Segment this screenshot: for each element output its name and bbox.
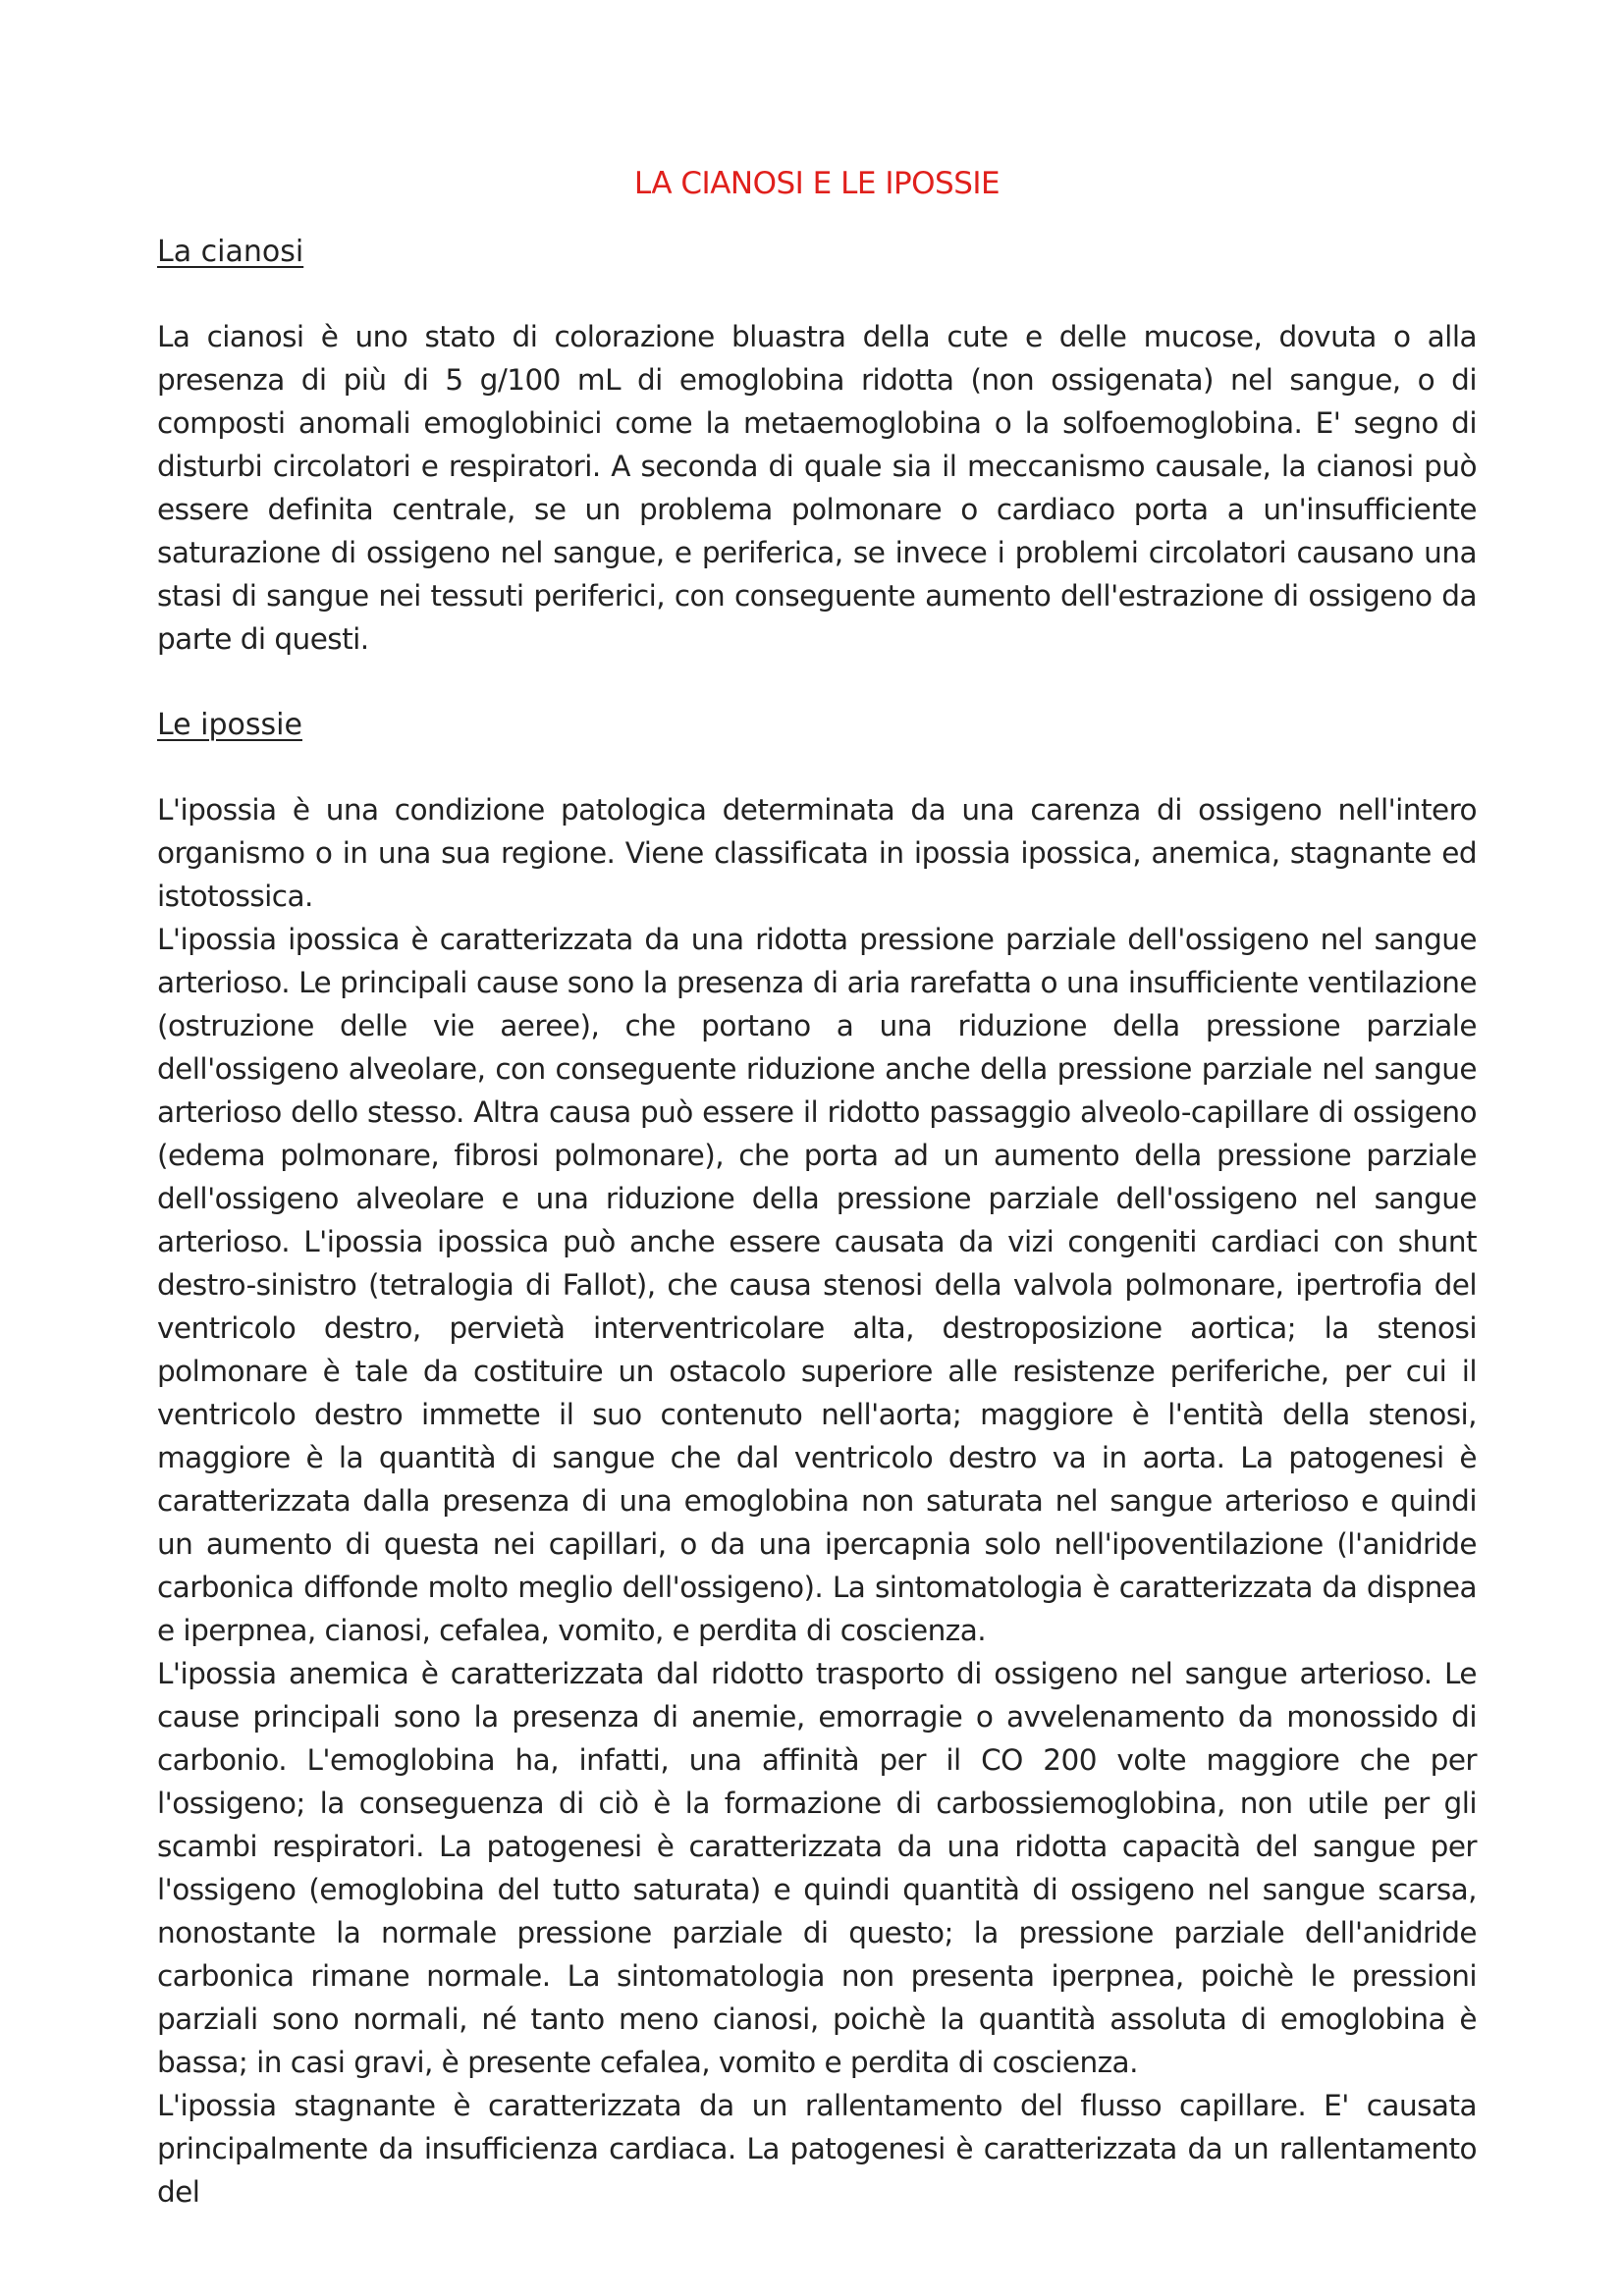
paragraph-ipossia-stagnante: L'ipossia stagnante è caratterizzata da un rallentamento del flusso capillare. E' causata principalmente da insufficienza cardiaca. La patogenesi è caratterizzata da un rallentamento del xyxy=(157,2089,1477,2209)
document-page xyxy=(157,147,1477,2214)
paragraph-ipossia-intro: L'ipossia è una condizione patologica determinata da una carenza di ossigeno nell'intero organismo o in una sua regione. Viene classificata in ipossia ipossica, anemica, stagnante ed istotossica. xyxy=(157,793,1477,913)
section-heading-ipossie: Le ipossie xyxy=(157,708,302,742)
section-heading-cianosi: La cianosi xyxy=(157,235,304,269)
paragraph-ipossia-ipossica: L'ipossia ipossica è caratterizzata da una ridotta pressione parziale dell'ossigeno nel sangue arterioso. Le principali cause sono la presenza di aria rarefatta o una insufficiente ventilazione (ostruzione delle vie aeree), che portano a una riduzione della pressione parziale dell'ossigeno alveolare, con conseguente riduzione anche della pressione parziale nel sangue arterioso dello stesso. Altra causa può essere il ridotto passaggio alveolo-capillare di ossigeno (edema polmonare, fibrosi polmonare), che porta ad un aumento della pressione parziale dell'ossigeno alveolare e una riduzione della pressione parziale dell'ossigeno nel sangue arterioso. L'ipossia ipossica può anche essere causata da vizi congeniti cardiaci con shunt destro-sinistro (tetralogia di Fallot), che causa stenosi della valvola polmonare, ipertrofia del ventricolo destro, pervietà interventricolare alta, destroposizione aortica; la stenosi polmonare è tale da costituire un ostacolo superiore alle resistenze periferiche, per cui il ventricolo destro immette il suo contenuto nell'aorta; maggiore è l'entità della stenosi, maggiore è la quantità di sangue che dal ventricolo destro va in aorta. La patogenesi è caratterizzata dalla presenza di una emoglobina non saturata nel sangue arterioso e quindi un aumento di questa nei capillari, o da una ipercapnia solo nell'ipoventilazione (l'anidride carbonica diffonde molto meglio dell'ossigeno). La sintomatologia è caratterizzata da dispnea e iperpnea, cianosi, cefalea, vomito, e perdita di coscienza. xyxy=(157,923,1477,1647)
paragraph-cianosi-definition: La cianosi è uno stato di colorazione bluastra della cute e delle mucose, dovuta o alla presenza di più di 5 g/100 mL di emoglobina ridotta (non ossigenata) nel sangue, o di composti anomali emoglobinici come la metaemoglobina o la solfoemoglobina. E' segno di disturbi circolatori e respiratori. A seconda di quale sia il meccanismo causale, la cianosi può essere definita centrale, se un problema polmonare o cardiaco porta a un'insufficiente saturazione di ossigeno nel sangue, e periferica, se invece i problemi circolatori causano una stasi di sangue nei tessuti periferici, con conseguente aumento dell'estrazione di ossigeno da parte di questi. xyxy=(157,320,1477,656)
paragraph-ipossia-anemica: L'ipossia anemica è caratterizzata dal ridotto trasporto di ossigeno nel sangue arterioso. Le cause principali sono la presenza di anemie, emorragie o avvelenamento da monossido di carbonio. L'emoglobina ha, infatti, una affinità per il CO 200 volte maggiore che per l'ossigeno; la conseguenza di ciò è la formazione di carbossiemoglobina, non utile per gli scambi respiratori. La patogenesi è caratterizzata da una ridotta capacità del sangue per l'ossigeno (emoglobina del tutto saturata) e quindi quantità di ossigeno nel sangue scarsa, nonostante la normale pressione parziale di questo; la pressione parziale dell'anidride carbonica rimane normale. La sintomatologia non presenta iperpnea, poichè le pressioni parziali sono normali, né tanto meno cianosi, poichè la quantità assoluta di emoglobina è bassa; in casi gravi, è presente cefalea, vomito e perdita di coscienza. xyxy=(157,1657,1477,2079)
document-title: LA CIANOSI E LE IPOSSIE xyxy=(633,166,1001,201)
